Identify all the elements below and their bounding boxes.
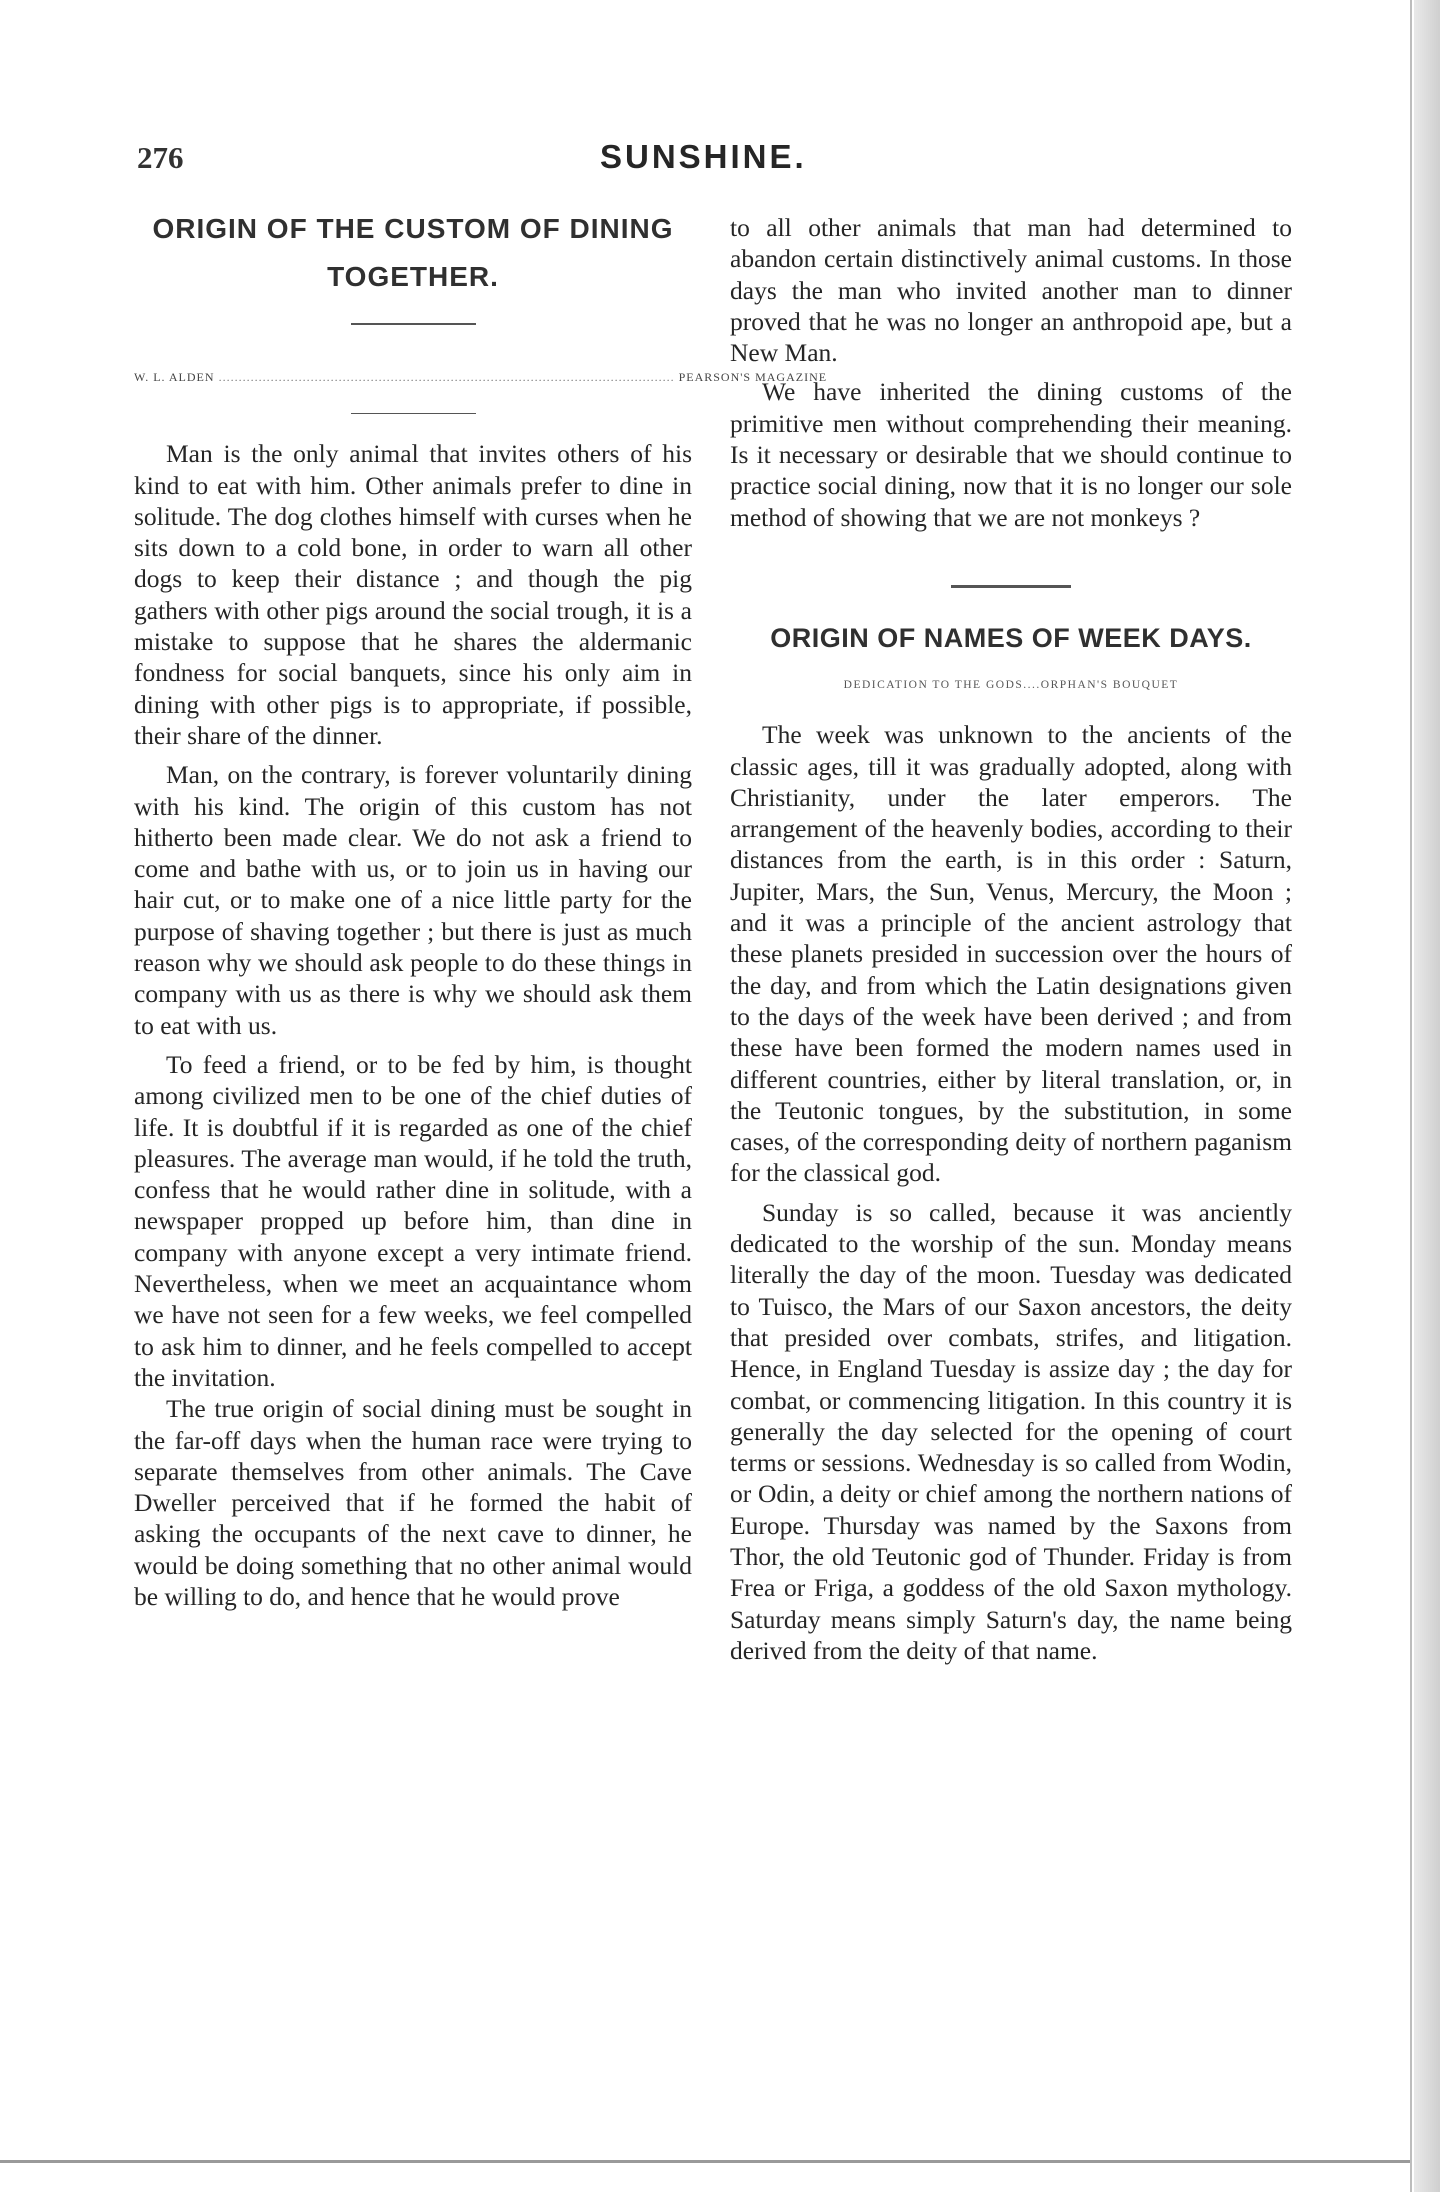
bottom-edge — [0, 2160, 1410, 2163]
section-divider — [951, 585, 1071, 588]
article1-paragraph: To feed a friend, or to be fed by him, is thought among civilized men to be one of the chief duties of life. It is doubtful if it is regarded as one of the chief pleasures. The average man would, if he told the truth, confess that he would rather dine in solitude, with a newspaper propped up before him, than dine in company with anyone except a very intimate friend. Nevertheless, when we meet an acquaintance whom we have not seen for a few weeks, we feel compelled to ask him to dinner, and he feels compelled to accept the invitation. — [134, 1049, 692, 1392]
article2-dedication: DEDICATION TO THE GODS....ORPHAN'S BOUQUET — [843, 678, 1179, 691]
article1-continuation: We have inherited the dining customs of the primitive men without comprehending their meaning. Is it necessary or desirable that we should continue to practice social dining, now that it is no longer our sole method of showing that we are not monkeys ? — [730, 377, 1292, 532]
byline-leader: .................................................................................................................. — [218, 370, 675, 384]
running-head: SUNSHINE. — [600, 138, 807, 175]
article1-paragraph: Man is the only animal that invites others of his kind to eat with him. Other animals prefer to dine in solitude. The dog clothes himself with curses when he sits down to a cold bone, in order to warn all other dogs to keep their distance ; and though the pig gathers with other pigs around the social trough, it is a mistake to suppose that he shares the aldermanic fondness for social banquets, since his only aim in dining with other pigs is to appropriate, if possible, their share of the dinner. — [134, 439, 692, 750]
page-number: 276 — [137, 140, 184, 175]
article1-title: ORIGIN OF THE CUSTOM OF DINING TOGETHER. — [152, 213, 674, 292]
title-rule — [351, 323, 476, 325]
article2-title: ORIGIN OF NAMES OF WEEK DAYS. — [770, 622, 1252, 653]
page-edge-line — [1410, 0, 1412, 2192]
byline-author: W. L. ALDEN — [134, 370, 215, 384]
page-edge — [1414, 0, 1440, 2192]
byline-source: PEARSON'S MAGAZINE — [678, 370, 828, 384]
article1-continuation: to all other animals that man had determined to abandon certain distinctively animal customs. In those days the man who invited another man to dinner proved that he was no longer an anthropoid ape, but a New Man. — [730, 213, 1292, 368]
byline-rule — [351, 413, 476, 414]
right-column — [730, 212, 1292, 1674]
article1-paragraph: Man, on the contrary, is forever voluntarily dining with his kind. The origin of this custom has not hitherto been made clear. We do not ask a friend to come and bathe with us, or to join us in having our hair cut, or to make one of a nice little party for the purpose of shaving together ; but there is just as much reason why we should ask people to do these things in company with us as there is why we should ask them to eat with us. — [134, 760, 692, 1040]
article2-paragraph: The week was unknown to the ancients of the classic ages, till it was gradually adopted, along with Christianity, under the later emperors. The arrangement of the heavenly bodies, according to their distances from the earth, is in this order : Saturn, Jupiter, Mars, the Sun, Venus, Mercury, the Moon ; and it was a principle of the ancient astrology that these planets presided in succession over the hours of the day, and from which the Latin designations given to the days of the week have been derived ; and from these have been formed the modern names used in different countries, either by literal translation, or, in the Teutonic tongues, by the substitution, in some cases, of the corresponding deity of northern paganism for the classical god. — [730, 720, 1292, 1188]
article1-byline — [134, 362, 828, 393]
article2-paragraph: Sunday is so called, because it was anciently dedicated to the worship of the sun. Monday means literally the day of the moon. Tuesday was dedicated to Tuisco, the Mars of our Saxon ancestors, the deity that presided over combats, strifes, and litigation. Hence, in England Tuesday is assize day ; the day for combat, or commencing litigation. In this country it is generally the day selected for the opening of court terms or sessions. Wednesday is so called from Wodin, or Odin, a deity or chief among the northern nations of Europe. Thursday was named by the Saxons from Thor, the old Teutonic god of Thunder. Friday is from Frea or Friga, a goddess of the old Saxon mythology. Saturday means simply Saturn's day, the name being derived from the deity of that name. — [730, 1197, 1292, 1665]
left-column — [134, 205, 828, 1620]
article1-paragraph: The true origin of social dining must be sought in the far-off days when the human race were trying to separate themselves from other animals. The Cave Dweller perceived that if he formed the habit of asking the occupants of the next cave to dinner, he would be doing something that no other animal would be willing to do, and hence that he would prove — [134, 1394, 692, 1611]
